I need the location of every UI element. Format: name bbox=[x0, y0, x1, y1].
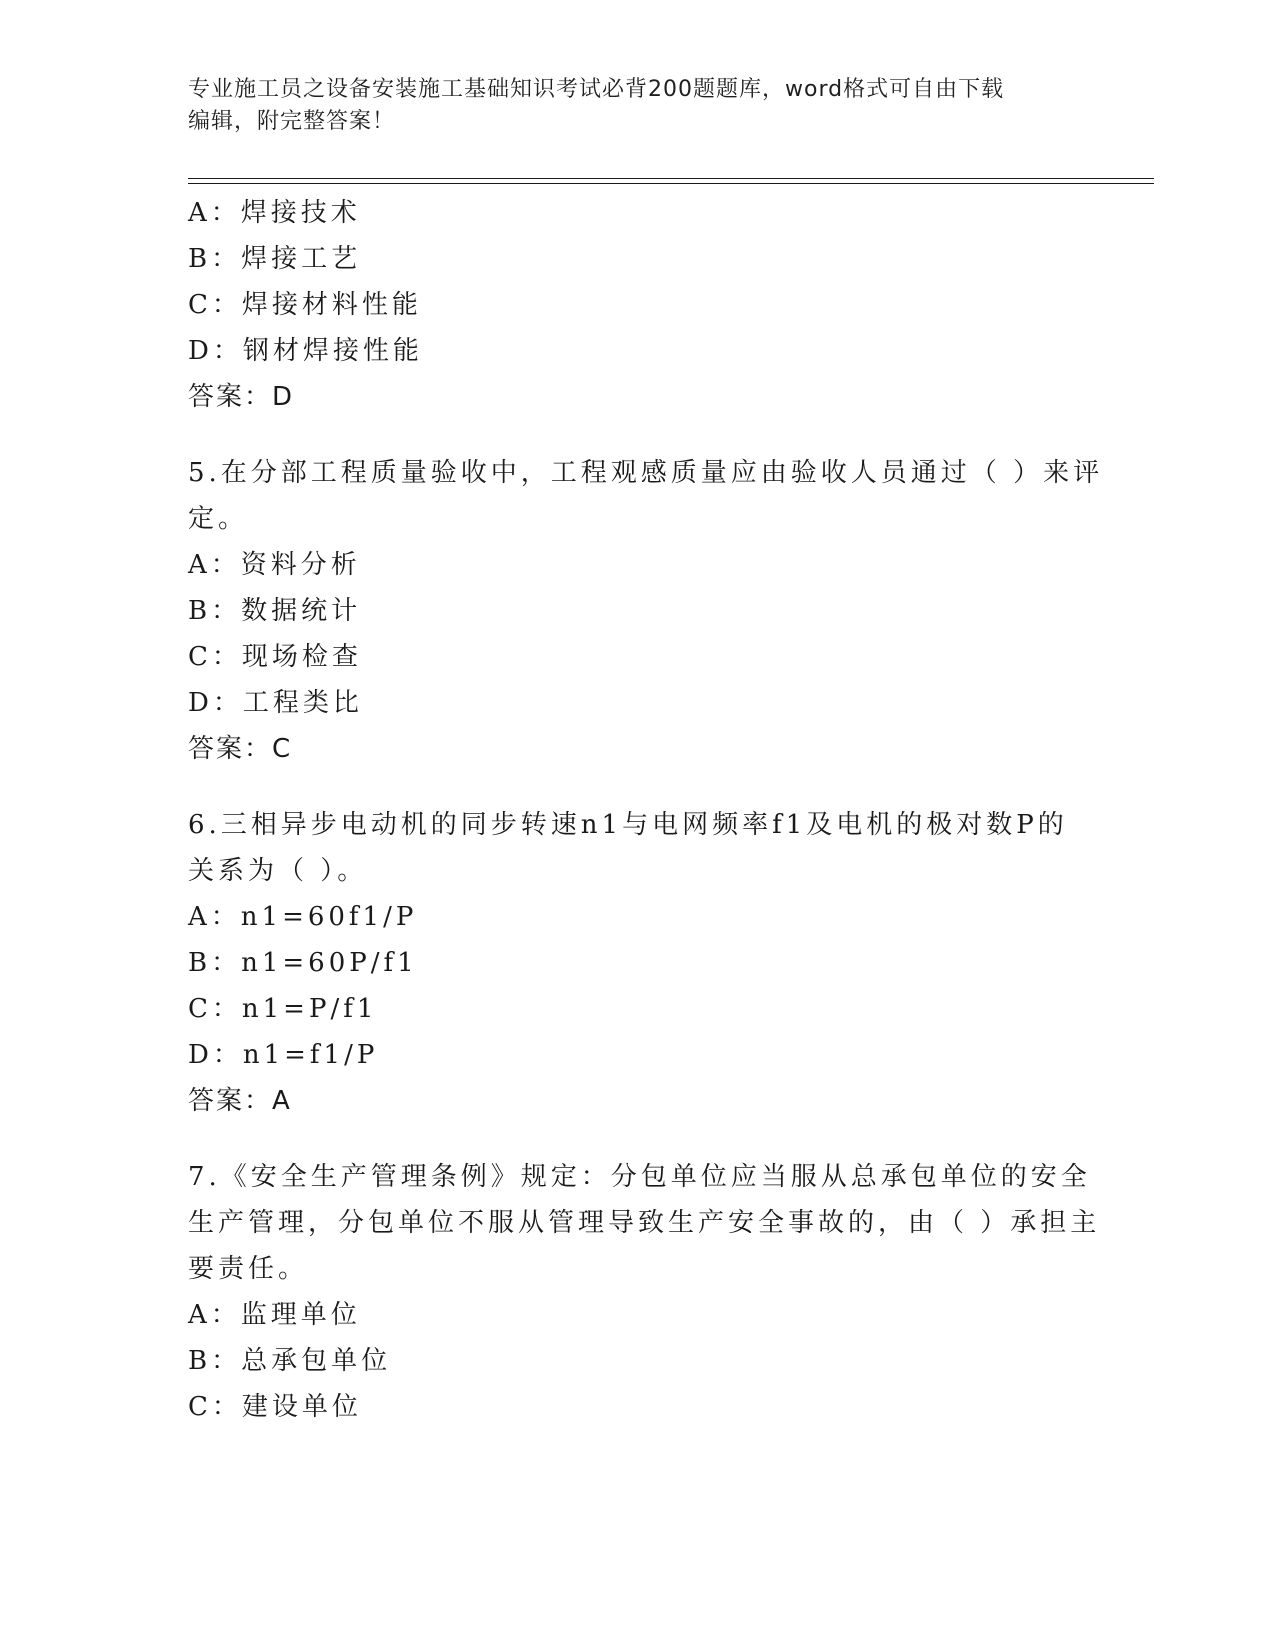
answer-line: 答案：D bbox=[188, 382, 295, 412]
option-b: B：总承包单位 bbox=[188, 1346, 392, 1376]
option-a: A：焊接技术 bbox=[188, 198, 361, 228]
answer-line: 答案：A bbox=[188, 1086, 292, 1116]
question-text-line-3: 要责任。 bbox=[188, 1254, 309, 1284]
option-c: C：建设单位 bbox=[188, 1392, 362, 1422]
option-b: B：n1=60P/f1 bbox=[188, 948, 418, 978]
option-c: C：现场检查 bbox=[188, 642, 362, 672]
question-4-block bbox=[188, 190, 1088, 420]
option-b: B：焊接工艺 bbox=[188, 244, 362, 274]
option-d: D：工程类比 bbox=[188, 688, 363, 718]
option-a: A：资料分析 bbox=[188, 550, 361, 580]
option-c: C：n1=P/f1 bbox=[188, 994, 378, 1024]
question-7-block bbox=[188, 1154, 1101, 1430]
header-line-2: 编辑，附完整答案！ bbox=[188, 109, 396, 134]
answer-line: 答案：C bbox=[188, 734, 293, 764]
option-a: A：监理单位 bbox=[188, 1300, 361, 1330]
question-text-line-1: 5.在分部工程质量验收中，工程观感质量应由验收人员通过（ ）来评 bbox=[188, 458, 1104, 488]
question-5-block bbox=[188, 450, 1104, 772]
header-divider-top bbox=[188, 178, 1154, 179]
header-divider-bottom bbox=[188, 183, 1154, 184]
question-text-line-1: 7.《安全生产管理条例》规定：分包单位应当服从总承包单位的安全 bbox=[188, 1162, 1091, 1192]
document-header bbox=[188, 74, 1068, 138]
header-line-1: 专业施工员之设备安装施工基础知识考试必背200题题库，word格式可自由下载 bbox=[188, 77, 1005, 102]
option-c: C：焊接材料性能 bbox=[188, 290, 422, 320]
option-d: D：n1=f1/P bbox=[188, 1040, 379, 1070]
question-content bbox=[188, 190, 1104, 1430]
question-text-line-2: 定。 bbox=[188, 504, 249, 534]
option-b: B：数据统计 bbox=[188, 596, 362, 626]
question-6-block bbox=[188, 802, 1088, 1124]
question-text-line-1: 6.三相异步电动机的同步转速n1与电网频率f1及电机的极对数P的 bbox=[188, 810, 1068, 840]
question-text-line-2: 关系为（ ）。 bbox=[188, 856, 368, 886]
option-d: D：钢材焊接性能 bbox=[188, 336, 423, 366]
option-a: A：n1=60f1/P bbox=[188, 902, 418, 932]
question-text-line-2: 生产管理，分包单位不服从管理导致生产安全事故的，由（ ）承担主 bbox=[188, 1208, 1101, 1238]
